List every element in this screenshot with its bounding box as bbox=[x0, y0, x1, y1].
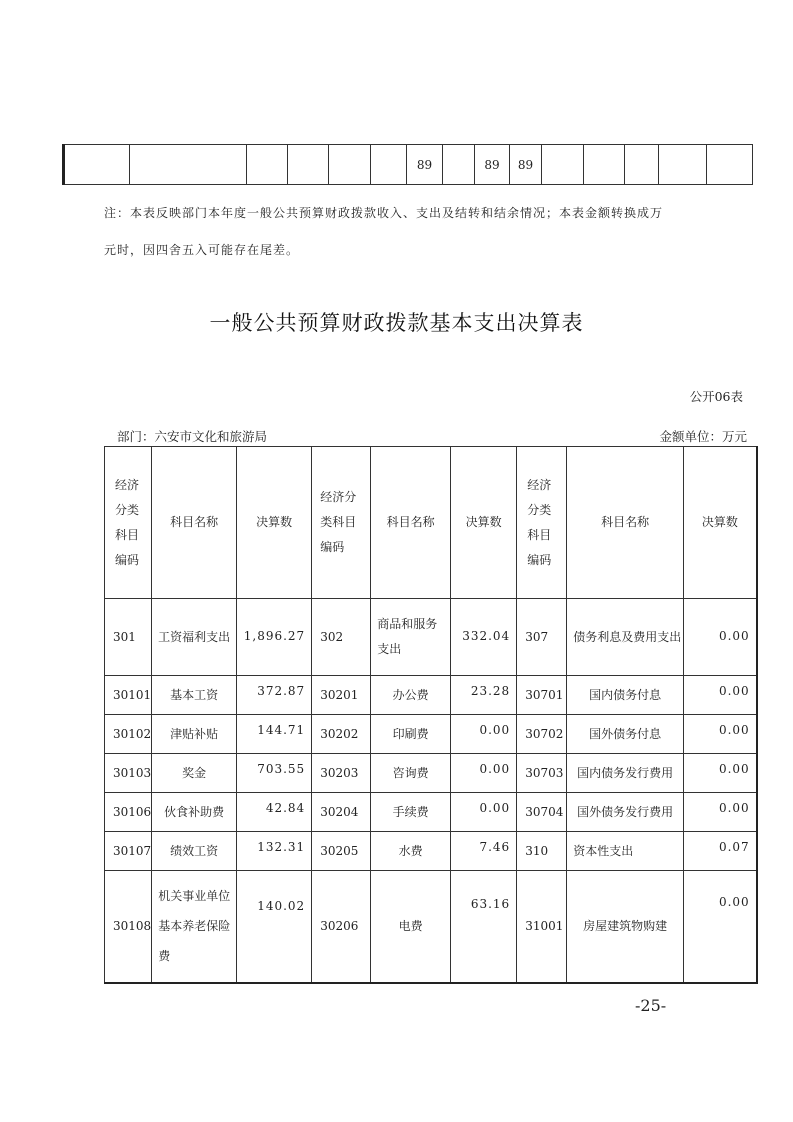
table-cell bbox=[443, 145, 475, 185]
table-cell bbox=[64, 145, 130, 185]
code-cell: 30103 bbox=[105, 754, 152, 793]
table-cell bbox=[247, 145, 288, 185]
amount-cell: 372.87 bbox=[237, 676, 312, 715]
amount-unit-label: 金额单位：万元 bbox=[659, 429, 747, 444]
name-cell: 国内债务发行费用 bbox=[567, 754, 684, 793]
table-row bbox=[105, 832, 757, 871]
name-cell: 电费 bbox=[371, 871, 451, 983]
name-cell: 工资福利支出 bbox=[152, 599, 237, 676]
name-cell: 水费 bbox=[371, 832, 451, 871]
name-cell: 伙食补助费 bbox=[152, 793, 237, 832]
amount-cell: 1,896.27 bbox=[237, 599, 312, 676]
name-cell: 房屋建筑物购建 bbox=[567, 871, 684, 983]
table-cell bbox=[659, 145, 707, 185]
table-cell bbox=[542, 145, 584, 185]
name-cell: 基本工资 bbox=[152, 676, 237, 715]
name-cell: 奖金 bbox=[152, 754, 237, 793]
table-cell bbox=[625, 145, 659, 185]
code-cell: 30108 bbox=[105, 871, 152, 983]
header-code-2: 经济分 类科目 编码 bbox=[312, 447, 371, 599]
code-cell: 30203 bbox=[312, 754, 371, 793]
table-code: 公开06表 bbox=[689, 389, 743, 404]
code-cell: 30205 bbox=[312, 832, 371, 871]
header-row bbox=[105, 447, 757, 599]
name-cell: 手续费 bbox=[371, 793, 451, 832]
code-cell: 30106 bbox=[105, 793, 152, 832]
code-cell: 307 bbox=[517, 599, 567, 676]
table-row bbox=[105, 871, 757, 983]
amount-cell: 0.00 bbox=[684, 754, 757, 793]
code-cell: 30703 bbox=[517, 754, 567, 793]
table-cell bbox=[288, 145, 329, 185]
note-line-2: 元时，因四舍五入可能存在尾差。 bbox=[104, 243, 300, 257]
note-line-1: 注：本表反映部门本年度一般公共预算财政拨款收入、支出及结转和结余情况；本表金额转换成万 bbox=[104, 206, 664, 220]
header-amount-2: 决算数 bbox=[451, 447, 517, 599]
table-row bbox=[64, 145, 753, 185]
amount-cell: 332.04 bbox=[451, 599, 517, 676]
table-cell: 89 bbox=[510, 145, 542, 185]
amount-cell: 42.84 bbox=[237, 793, 312, 832]
table-cell: 89 bbox=[475, 145, 510, 185]
code-cell: 30206 bbox=[312, 871, 371, 983]
basic-expenditure-table bbox=[104, 446, 758, 984]
table-cell: 89 bbox=[407, 145, 443, 185]
name-cell: 资本性支出 bbox=[567, 832, 684, 871]
table-cell bbox=[371, 145, 407, 185]
amount-cell: 132.31 bbox=[237, 832, 312, 871]
table-row bbox=[105, 599, 757, 676]
header-code-3: 经济 分类 科目 编码 bbox=[517, 447, 567, 599]
name-cell: 津贴补贴 bbox=[152, 715, 237, 754]
table-row bbox=[105, 715, 757, 754]
name-cell: 国外债务发行费用 bbox=[567, 793, 684, 832]
name-cell: 咨询费 bbox=[371, 754, 451, 793]
code-cell: 30107 bbox=[105, 832, 152, 871]
name-cell: 债务利息及费用支出 bbox=[567, 599, 684, 676]
amount-cell: 0.00 bbox=[684, 793, 757, 832]
amount-cell: 0.00 bbox=[684, 715, 757, 754]
header-amount-1: 决算数 bbox=[237, 447, 312, 599]
header-code-1: 经济 分类 科目 编码 bbox=[105, 447, 152, 599]
header-name-3: 科目名称 bbox=[567, 447, 684, 599]
code-cell: 301 bbox=[105, 599, 152, 676]
amount-cell: 63.16 bbox=[451, 871, 517, 983]
table-row bbox=[105, 676, 757, 715]
amount-cell: 0.00 bbox=[451, 754, 517, 793]
code-cell: 30102 bbox=[105, 715, 152, 754]
amount-cell: 0.00 bbox=[451, 715, 517, 754]
code-cell: 30204 bbox=[312, 793, 371, 832]
department-label: 部门：六安市文化和旅游局 bbox=[117, 429, 268, 444]
code-cell: 30202 bbox=[312, 715, 371, 754]
amount-cell: 23.28 bbox=[451, 676, 517, 715]
amount-cell: 7.46 bbox=[451, 832, 517, 871]
amount-cell: 0.00 bbox=[451, 793, 517, 832]
amount-cell: 0.00 bbox=[684, 599, 757, 676]
top-continuation-table bbox=[62, 144, 753, 185]
page-number: -25- bbox=[635, 996, 667, 1015]
name-cell: 国外债务付息 bbox=[567, 715, 684, 754]
code-cell: 310 bbox=[517, 832, 567, 871]
code-cell: 30702 bbox=[517, 715, 567, 754]
header-amount-3: 决算数 bbox=[684, 447, 757, 599]
code-cell: 30201 bbox=[312, 676, 371, 715]
name-cell: 印刷费 bbox=[371, 715, 451, 754]
amount-cell: 0.07 bbox=[684, 832, 757, 871]
code-cell: 30704 bbox=[517, 793, 567, 832]
name-cell: 国内债务付息 bbox=[567, 676, 684, 715]
amount-cell: 144.71 bbox=[237, 715, 312, 754]
page-title: 一般公共预算财政拨款基本支出决算表 bbox=[209, 311, 584, 335]
name-cell: 绩效工资 bbox=[152, 832, 237, 871]
amount-cell: 703.55 bbox=[237, 754, 312, 793]
table-row bbox=[105, 754, 757, 793]
table-cell bbox=[584, 145, 625, 185]
amount-cell: 0.00 bbox=[684, 871, 757, 983]
header-name-1: 科目名称 bbox=[152, 447, 237, 599]
name-cell: 办公费 bbox=[371, 676, 451, 715]
code-cell: 30701 bbox=[517, 676, 567, 715]
amount-cell: 140.02 bbox=[237, 871, 312, 983]
name-cell: 机关事业单位 基本养老保险 费 bbox=[152, 871, 237, 983]
amount-cell: 0.00 bbox=[684, 676, 757, 715]
table-row bbox=[105, 793, 757, 832]
name-cell: 商品和服务 支出 bbox=[371, 599, 451, 676]
table-cell bbox=[707, 145, 753, 185]
header-name-2: 科目名称 bbox=[371, 447, 451, 599]
code-cell: 302 bbox=[312, 599, 371, 676]
table-cell bbox=[130, 145, 247, 185]
code-cell: 31001 bbox=[517, 871, 567, 983]
table-cell bbox=[329, 145, 371, 185]
code-cell: 30101 bbox=[105, 676, 152, 715]
